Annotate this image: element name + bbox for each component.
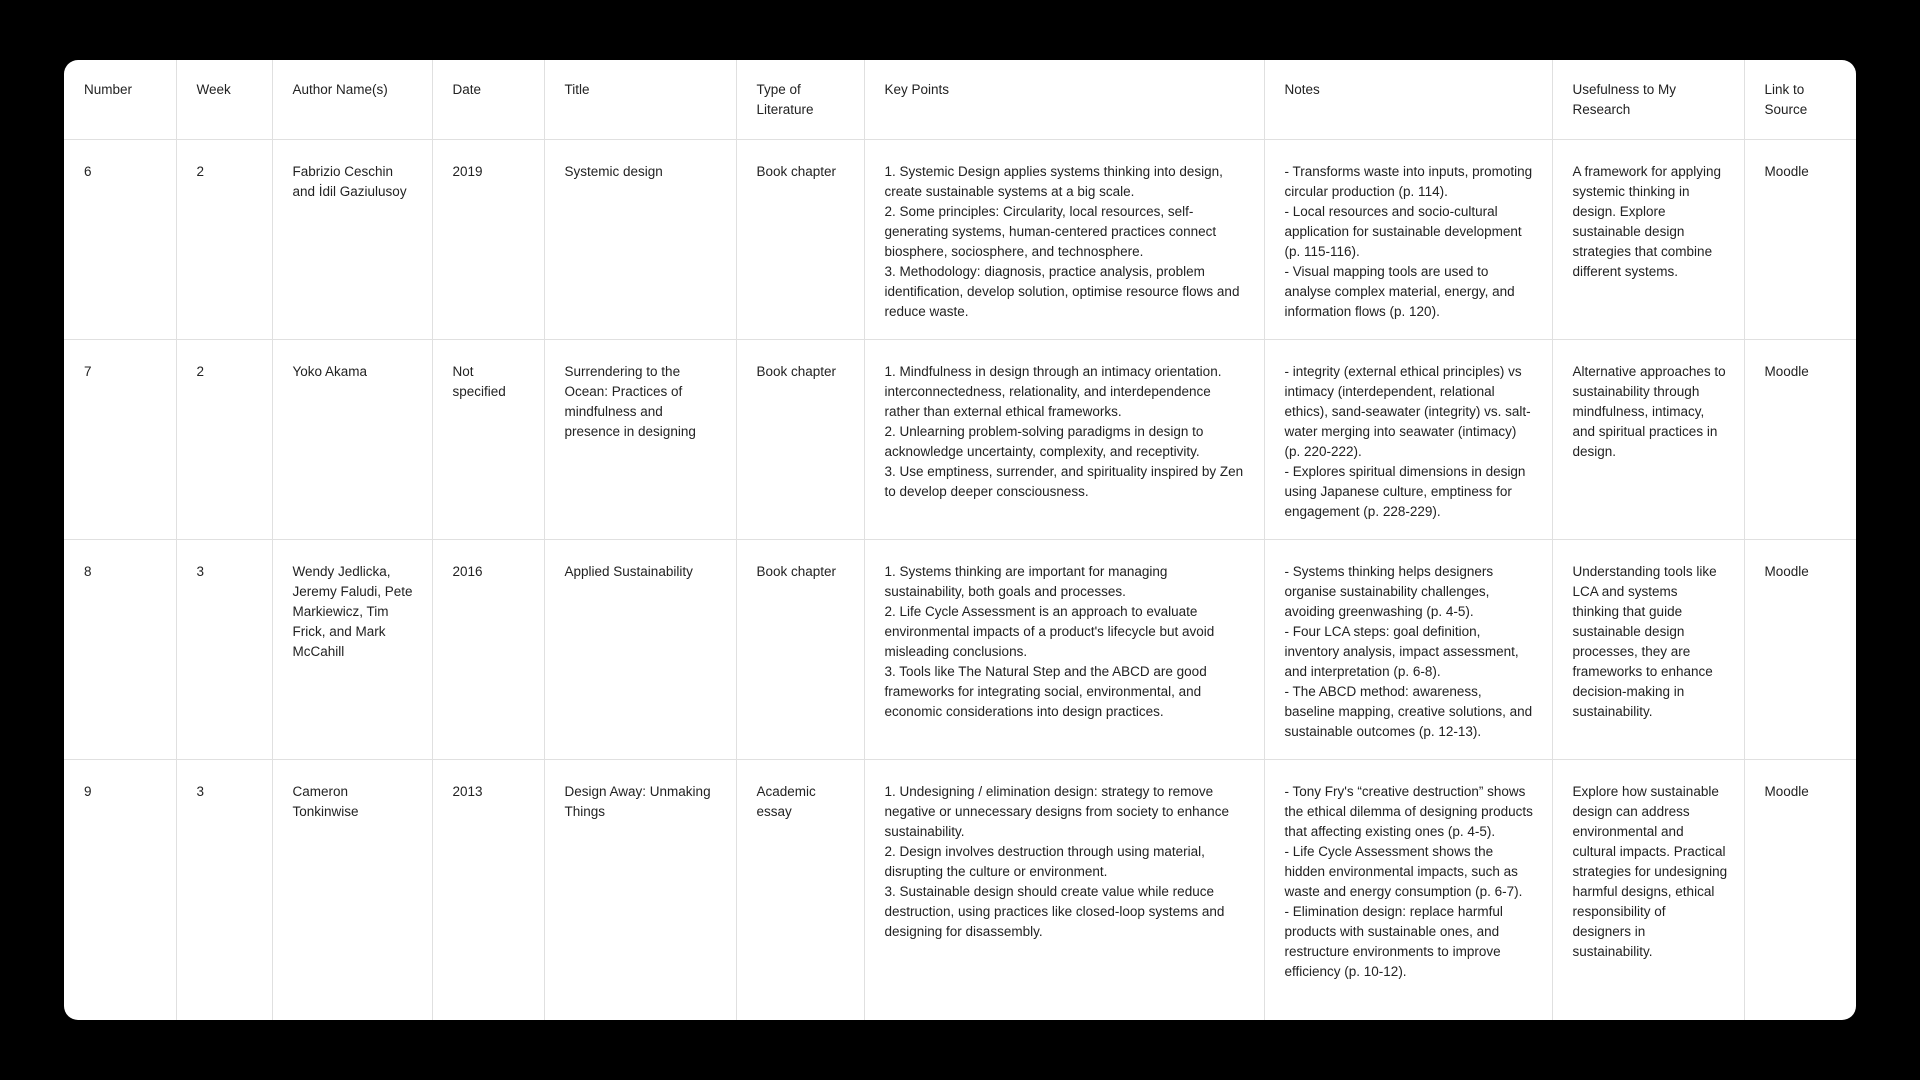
cell-link[interactable]: Moodle — [1764, 783, 1809, 799]
cell-notes: - integrity (external ethical principles) vs intimacy (interdependent, relational ethics), sand-seawater (integrity) vs. salt-water merging into seawater (intimacy) (p. 220-222). - Explores spiritual dimensions in design using Japanese culture, emptiness for engagement (p. 228-229). — [1264, 339, 1552, 539]
table-row — [64, 139, 1856, 339]
cell-link[interactable]: Moodle — [1744, 539, 1856, 759]
cell-link[interactable]: Moodle — [1744, 139, 1856, 339]
header-number: Number — [64, 60, 176, 139]
cell-number: 8 — [64, 539, 176, 759]
table-header-row — [64, 60, 1856, 139]
cell-usefulness: Understanding tools like LCA and systems thinking that guide sustainable design processes, they are frameworks to enhance decision-making in sustainability. — [1552, 539, 1744, 759]
header-key-points: Key Points — [864, 60, 1264, 139]
cell-date: 2013 — [432, 759, 544, 1020]
literature-review-card — [64, 60, 1856, 1020]
header-authors: Author Name(s) — [272, 60, 432, 139]
literature-table — [64, 60, 1856, 1020]
header-notes: Notes — [1264, 60, 1552, 139]
cell-week: 2 — [176, 339, 272, 539]
cell-authors: Cameron Tonkinwise — [272, 759, 432, 1020]
cell-week: 3 — [176, 539, 272, 759]
header-week: Week — [176, 60, 272, 139]
cell-date: 2019 — [432, 139, 544, 339]
cell-title: Design Away: Unmaking Things — [544, 759, 736, 1020]
cell-key-points: 1. Undesigning / elimination design: strategy to remove negative or unnecessary designs from society to enhance sustainability. 2. Design involves destruction through using material, disrupting the culture or environment. 3. Sustainable design should create value while reduce destruction, using practices like closed-loop systems and designing for disassembly. — [864, 759, 1264, 1020]
cell-type: Academic essay — [736, 759, 864, 1020]
cell-link[interactable]: Moodle — [1744, 339, 1856, 539]
cell-usefulness: Alternative approaches to sustainability through mindfulness, intimacy, and spiritual practices in design. — [1552, 339, 1744, 539]
table-row — [64, 539, 1856, 759]
cell-usefulness: A framework for applying systemic thinking in design. Explore sustainable design strategies that combine different systems. — [1552, 139, 1744, 339]
cell-title: Applied Sustainability — [544, 539, 736, 759]
table-row — [64, 759, 1856, 1020]
cell-title: Systemic design — [544, 139, 736, 339]
header-title: Title — [544, 60, 736, 139]
cell-authors: Wendy Jedlicka, Jeremy Faludi, Pete Markiewicz, Tim Frick, and Mark McCahill — [272, 539, 432, 759]
header-usefulness: Usefulness to My Research — [1552, 60, 1744, 139]
cell-key-points: 1. Mindfulness in design through an intimacy orientation. interconnectedness, relationality, and interdependence rather than external ethical frameworks. 2. Unlearning problem-solving paradigms in design to acknowledge uncertainty, complexity, and receptivity. 3. Use emptiness, surrender, and spirituality inspired by Zen to develop deeper consciousness. — [864, 339, 1264, 539]
header-date: Date — [432, 60, 544, 139]
cell-authors: Yoko Akama — [272, 339, 432, 539]
cell-type: Book chapter — [736, 139, 864, 339]
cell-week: 3 — [176, 759, 272, 1020]
header-type: Type of Literature — [736, 60, 864, 139]
cell-usefulness: Explore how sustainable design can address environmental and cultural impacts. Practical strategies for undesigning harmful designs, ethical responsibility of designers in sustainability. — [1552, 759, 1744, 1020]
cell-week: 2 — [176, 139, 272, 339]
header-link: Link to Source — [1744, 60, 1856, 139]
table-row — [64, 339, 1856, 539]
cell-date: Not specified — [432, 339, 544, 539]
cell-title: Surrendering to the Ocean: Practices of mindfulness and presence in designing — [544, 339, 736, 539]
cell-type: Book chapter — [736, 539, 864, 759]
cell-date: 2016 — [432, 539, 544, 759]
cell-number: 7 — [64, 339, 176, 539]
cell-key-points: 1. Systems thinking are important for managing sustainability, both goals and processes. 2. Life Cycle Assessment is an approach to evaluate environmental impacts of a product's lifecycle but avoid misleading conclusions. 3. Tools like The Natural Step and the ABCD are good frameworks for integrating social, environmental, and economic considerations into design practices. — [864, 539, 1264, 759]
cell-number: 6 — [64, 139, 176, 339]
cell-authors: Fabrizio Ceschin and İdil Gaziulusoy — [272, 139, 432, 339]
cell-number: 9 — [64, 759, 176, 1020]
cell-notes: - Systems thinking helps designers organise sustainability challenges, avoiding greenwashing (p. 4-5). - Four LCA steps: goal definition, inventory analysis, impact assessment, and interpretation (p. 6-8). - The ABCD method: awareness, baseline mapping, creative solutions, and sustainable outcomes (p. 12-13). — [1264, 539, 1552, 759]
cell-notes: - Transforms waste into inputs, promoting circular production (p. 114). - Local resources and socio-cultural application for sustainable development (p. 115-116). - Visual mapping tools are used to analyse complex material, energy, and information flows (p. 120). — [1264, 139, 1552, 339]
cell-notes: - Tony Fry's “creative destruction” shows the ethical dilemma of designing products that affecting existing ones (p. 4-5). - Life Cycle Assessment shows the hidden environmental impacts, such as waste and energy consumption (p. 6-7). - Elimination design: replace harmful products with sustainable ones, and restructure environments to improve efficiency (p. 10-12). — [1264, 759, 1552, 1020]
cell-type: Book chapter — [736, 339, 864, 539]
cell-key-points: 1. Systemic Design applies systems thinking into design, create sustainable systems at a big scale. 2. Some principles: Circularity, local resources, self-generating systems, human-centered practices connect biosphere, sociosphere, and technosphere. 3. Methodology: diagnosis, practice analysis, problem identification, develop solution, optimise resource flows and reduce waste. — [864, 139, 1264, 339]
